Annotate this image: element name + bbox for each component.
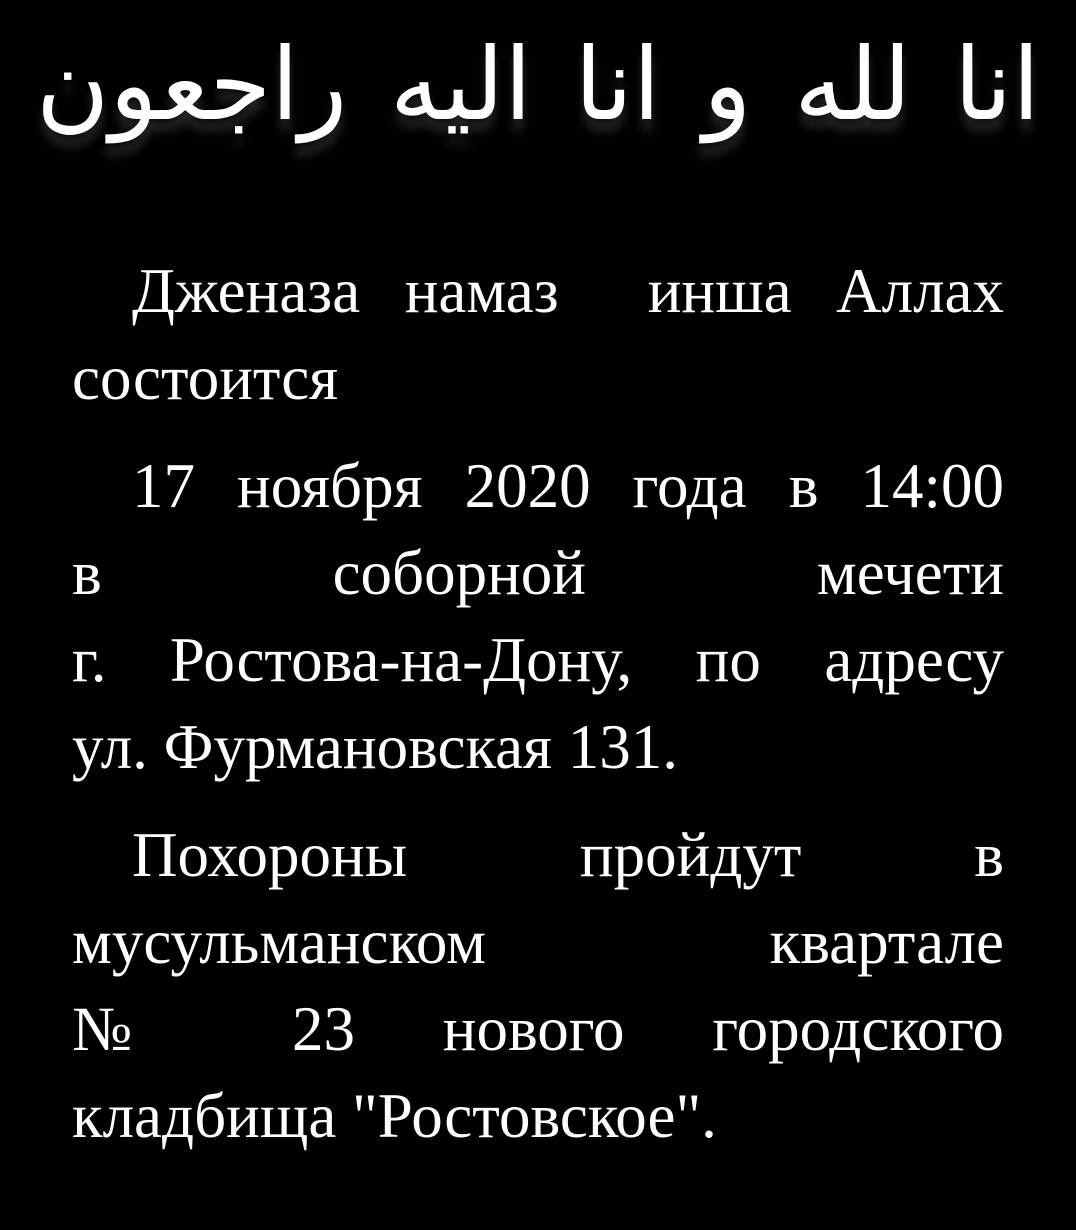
text-line: кладбища "Ростовское". [72,1081,717,1151]
text-line: состоится [72,343,339,413]
announcement-body [0,190,1076,1160]
text-line: 17 ноября 2020 года в 14:00 [132,451,1004,521]
paragraph-date-place [72,443,1004,791]
paragraph-burial [72,812,1004,1160]
arabic-istirja-line: انا لله و انا اليه راجعون [36,26,1040,143]
text-line: Дженаза намаз инша Аллах [132,256,1004,326]
text-line: в соборной мечети [72,538,1004,608]
text-line: г. Ростова-на-Дону, по адресу [72,625,1004,695]
paragraph-janazah [72,248,1004,422]
text-line: мусульманском квартале [72,907,1004,977]
text-line: Похороны пройдут в [132,820,1004,890]
text-line: ул. Фурмановская 131. [72,712,679,782]
text-line: № 23 нового городского [72,994,1004,1064]
